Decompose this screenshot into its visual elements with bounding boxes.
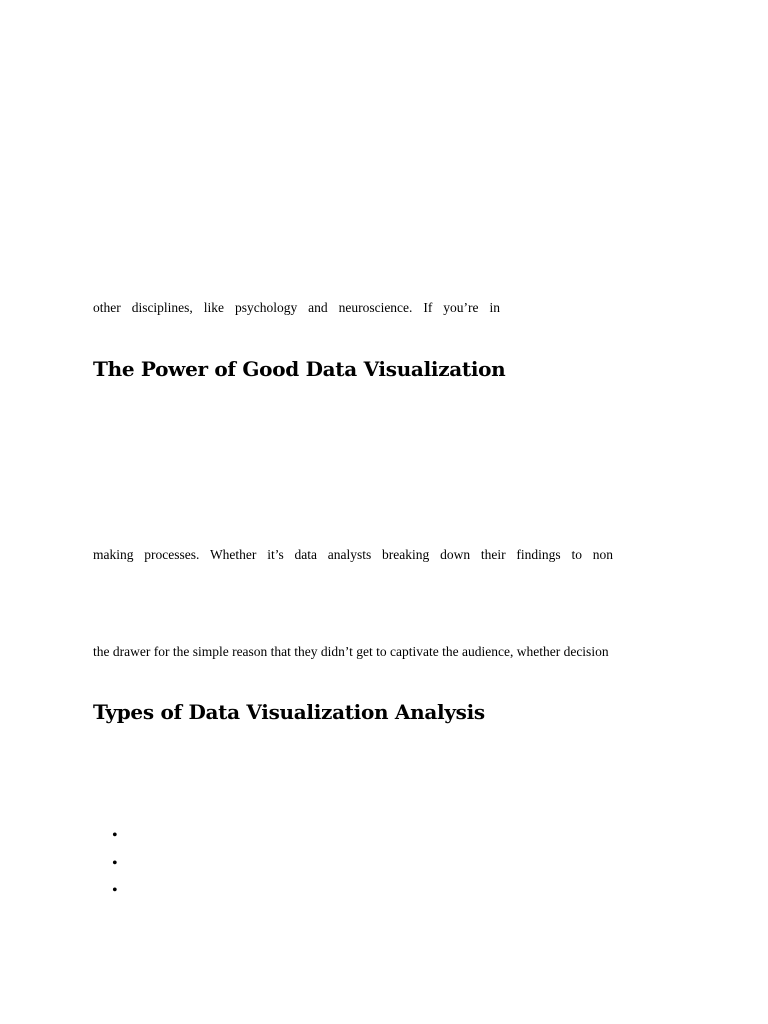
- paragraph-fragment-drawer: the drawer for the simple reason that they didn’t get to captivate the audience, whether decision: [93, 644, 609, 659]
- section-heading-types-of-analysis: Types of Data Visualization Analysis: [93, 700, 485, 724]
- paragraph-fragment-disciplines: other disciplines, like psychology and neuroscience. If you’re in: [93, 300, 500, 315]
- bullet-icon: •: [112, 854, 118, 872]
- bullet-icon: •: [112, 882, 118, 899]
- bullet-icon: •: [112, 827, 118, 844]
- paragraph-fragment-decision-making: making processes. Whether it’s data analysts breaking down their findings to non: [93, 547, 613, 562]
- section-heading-power-of-visualization: The Power of Good Data Visualization: [93, 357, 506, 381]
